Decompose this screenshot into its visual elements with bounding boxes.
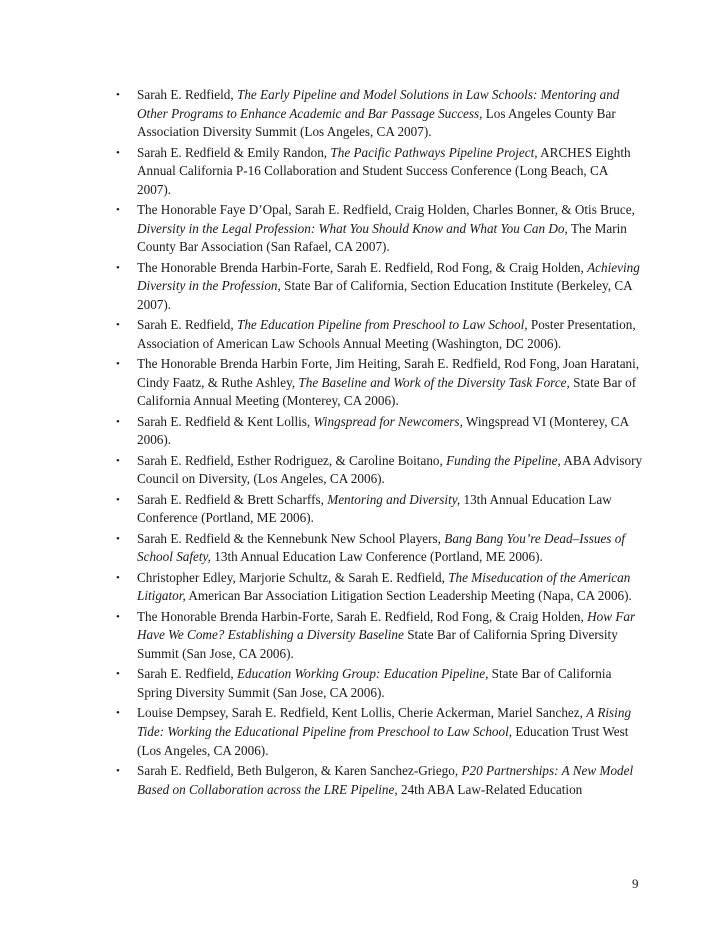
entry-authors: Sarah E. Redfield, [137,87,237,102]
entry-authors: Sarah E. Redfield, [137,317,237,333]
entry-title: Achieving Diversity in the Profession, [137,259,640,294]
entry-title: The Early Pipeline and Model Solutions in Law Schools: Mentoring and Other Programs to Enhance Academic and Bar Passage Success, [137,87,620,121]
list-item [116,608,644,664]
list-item [116,201,644,257]
list-item [116,491,644,528]
entry-title: P20 Partnerships: A New Model Based on Collaboration across the LRE Pipeline, [137,762,634,797]
presentations-list [116,86,644,801]
bullet-icon: • [116,493,120,506]
list-item [116,144,644,200]
list-item [116,316,644,353]
entry-authors: Christopher Edley, Marjorie Schultz, & Sarah E. Redfield, [137,569,449,585]
entry-authors: Sarah E. Redfield & Emily Randon, [137,144,331,160]
entry-title: The Education Pipeline from Preschool to Law School, [236,317,528,333]
entry-venue: ABA Advisory Council on Diversity, (Los Angeles, CA 2006). [137,452,643,487]
bullet-icon: • [116,764,120,777]
bullet-icon: • [116,610,120,623]
entry-venue: 13th Annual Education Law Conference (Portland, ME 2006). [210,549,543,565]
entry-title: Wingspread for Newcomers, [313,413,463,429]
bullet-icon: • [116,261,120,274]
entry-venue: The Marin County Bar Association (San Rafael, CA 2007). [137,220,627,255]
entry-title: A Rising Tide: Working the Educational Pipeline from Preschool to Law School, [137,705,632,739]
entry-venue: State Bar of California Annual Meeting (Monterey, CA 2006). [137,374,637,409]
entry-venue: State Bar of California Spring Diversity Summit (San Jose, CA 2006). [137,627,618,661]
entry-title: The Pacific Pathways Pipeline Project, [330,144,538,160]
entry-authors: The Honorable Brenda Harbin Forte, Jim Heiting, Sarah E. Redfield, Rod Fong, Joan Haratani, Cindy Faatz, & Ruthe Ashley, [137,356,640,390]
bullet-icon: • [116,454,120,467]
entry-title: Education Working Group: Education Pipeline, [236,666,489,682]
bullet-icon: • [116,89,120,101]
list-item [116,530,644,567]
list-item [116,86,644,142]
entry-title: Diversity in the Legal Profession: What You Should Know and What You Can Do, [137,220,568,236]
list-item [116,704,644,760]
entry-venue: Poster Presentation, Association of American Law Schools Annual Meeting (Washington, DC 2006). [137,317,636,351]
list-item [116,665,644,702]
list-item [116,355,644,411]
entry-authors: Sarah E. Redfield, Beth Bulgeron, & Karen Sanchez-Griego, [137,762,462,778]
bullet-icon: • [116,668,120,681]
entry-title: Mentoring and Diversity, [327,491,461,507]
bullet-icon: • [116,707,120,720]
entry-title: How Far Have We Come? Establishing a Diversity Baseline [137,608,636,643]
entry-authors: The Honorable Brenda Harbin-Forte, Sarah E. Redfield, Rod Fong, & Craig Holden, [137,259,588,275]
entry-venue: American Bar Association Litigation Section Leadership Meeting (Napa, CA 2006). [185,588,632,604]
entry-authors: Sarah E. Redfield, [137,666,237,682]
page-number: 9 [632,876,639,891]
list-item [116,452,644,489]
entry-venue: 24th ABA Law-Related Education [397,781,583,797]
bullet-icon: • [116,146,120,159]
entry-venue: 13th Annual Education Law Conference (Portland, ME 2006). [137,491,612,526]
entry-title: The Baseline and Work of the Diversity Task Force, [298,374,570,390]
entry-title: Bang Bang You’re Dead–Issues of School Safety, [137,530,625,565]
bullet-icon: • [116,571,120,584]
entry-authors: Louise Dempsey, Sarah E. Redfield, Kent Lollis, Cherie Ackerman, Mariel Sanchez, [137,705,587,721]
bullet-icon: • [116,358,120,371]
entry-authors: Sarah E. Redfield & the Kennebunk New School Players, [137,530,445,546]
list-item [116,413,644,450]
entry-venue: ARCHES Eighth Annual California P-16 Collaboration and Student Success Conference (Long Beach, CA 2007). [137,144,631,197]
entry-title: The Miseducation of the American Litigator, [137,569,631,604]
entry-title: Funding the Pipeline, [446,452,561,468]
bullet-icon: • [116,415,120,428]
entry-authors: The Honorable Brenda Harbin-Forte, Sarah E. Redfield, Rod Fong, & Craig Holden, [137,608,588,624]
entry-authors: The Honorable Faye D’Opal, Sarah E. Redfield, Craig Holden, Charles Bonner, & Otis Bruce, [137,202,635,218]
list-item [116,762,644,799]
entry-venue: Wingspread VI (Monterey, CA 2006). [137,413,629,448]
entry-venue: State Bar of California, Section Education Institute (Berkeley, CA 2007). [137,278,632,312]
entry-venue: State Bar of California Spring Diversity Summit (San Jose, CA 2006). [137,666,612,700]
list-item [116,259,644,315]
bullet-icon: • [116,532,120,545]
entry-authors: Sarah E. Redfield & Kent Lollis, [137,413,314,429]
bullet-icon: • [116,204,120,217]
bullet-icon: • [116,319,120,332]
entry-venue: Education Trust West (Los Angeles, CA 2006). [137,723,629,758]
entry-authors: Sarah E. Redfield, Esther Rodriguez, & Caroline Boitano, [137,452,447,468]
list-item [116,569,644,606]
entry-authors: Sarah E. Redfield & Brett Scharffs, [137,491,328,507]
entry-venue: Los Angeles County Bar Association Diversity Summit (Los Angeles, CA 2007). [137,105,616,140]
